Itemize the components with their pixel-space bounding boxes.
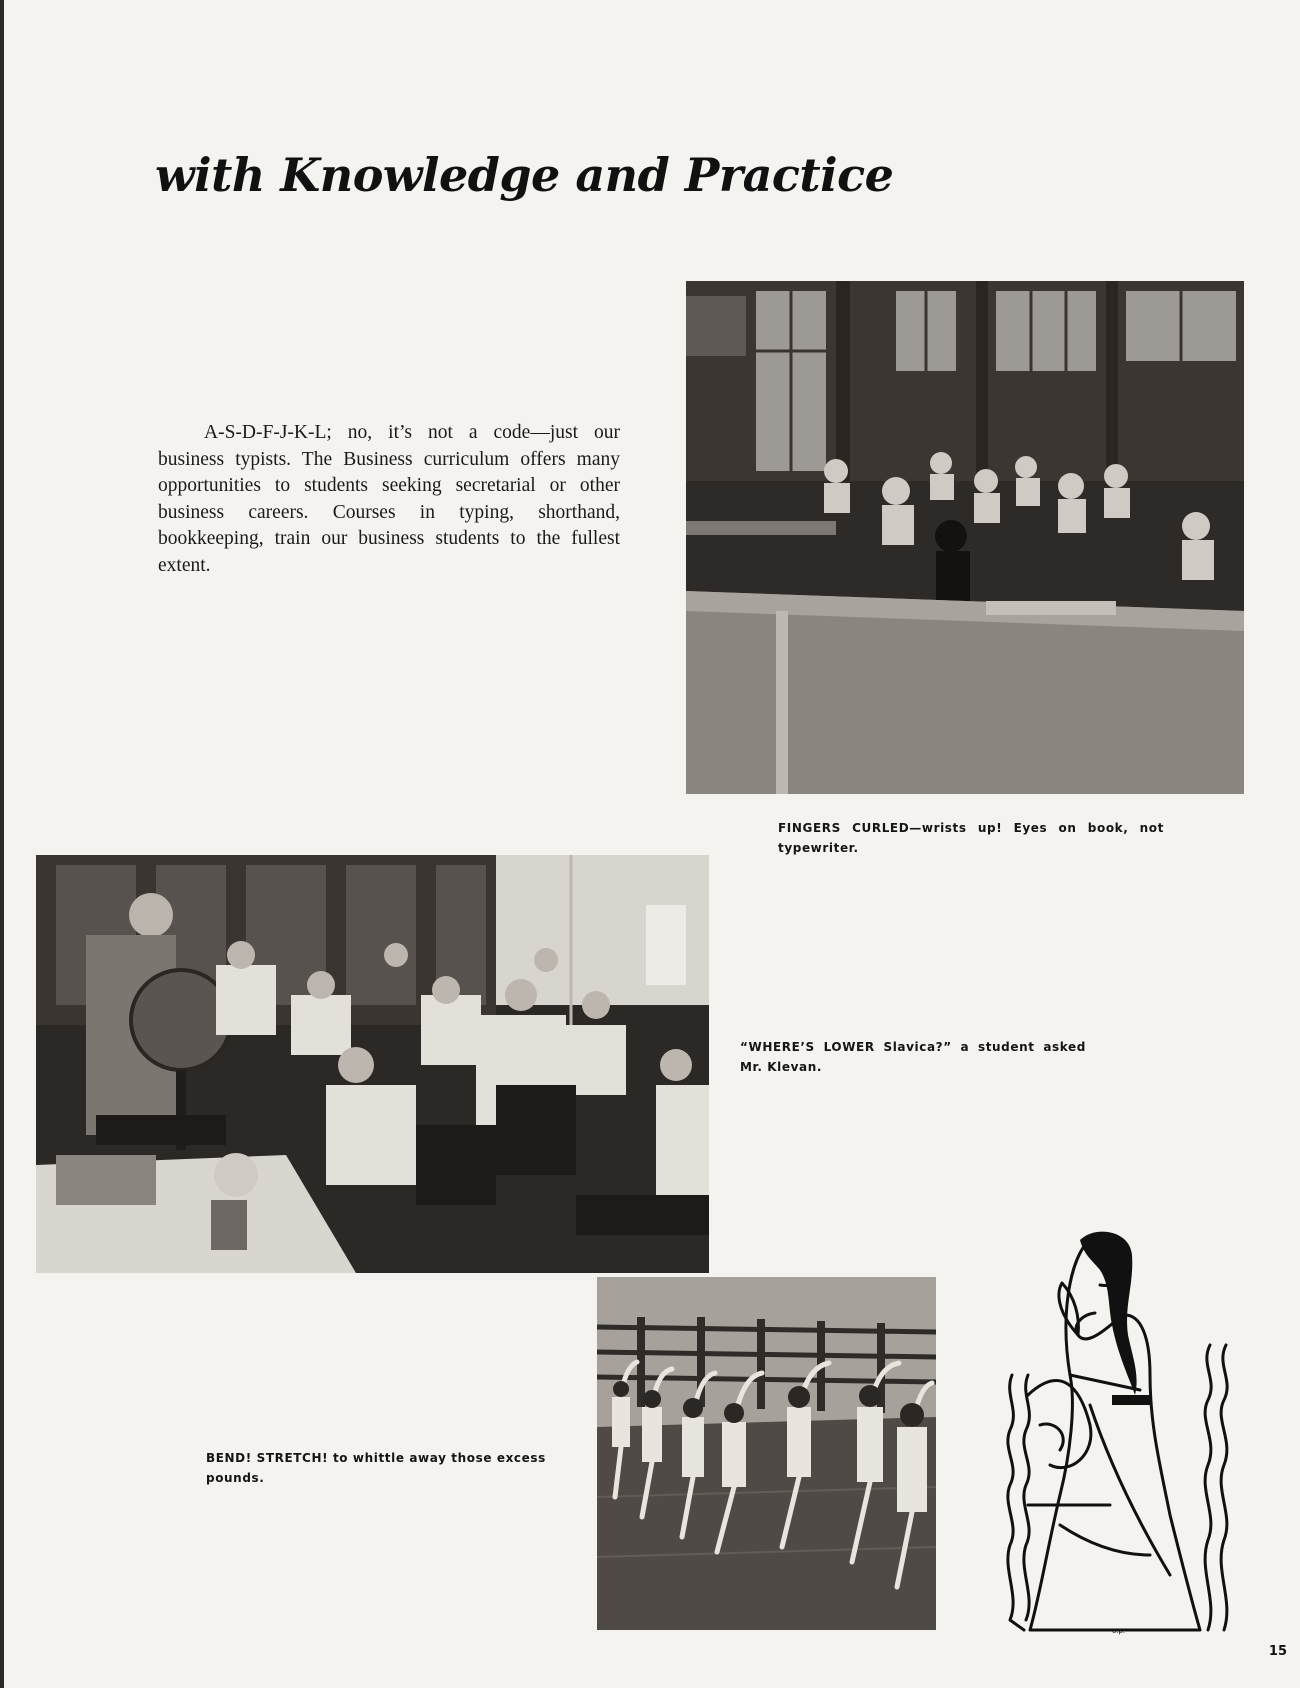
lyre-woman-illustration xyxy=(1000,1225,1240,1645)
geography-class-photo xyxy=(36,855,709,1273)
page-heading: with Knowledge and Practice xyxy=(155,148,894,202)
gym-class-photo xyxy=(597,1277,936,1630)
page-number: 15 xyxy=(1268,1644,1287,1659)
svg-text:o.p.: o.p. xyxy=(1112,1627,1126,1635)
gym-photo-caption: BEND! STRETCH! to whittle away those excess pounds. xyxy=(206,1451,546,1485)
intro-paragraph: A-S-D-F-J-K-L; no, it’s not a code—just our business typists. The Business curriculum offers many opportunities to students seeking secretarial or other business careers. Courses in typing, shorthand, bookkeeping, train our business students to the fullest extent. xyxy=(158,422,620,576)
geography-photo-caption: “WHERE’S LOWER Slavica?” a student asked Mr. Klevan. xyxy=(740,1040,1086,1074)
typing-class-photo xyxy=(686,281,1244,794)
page-edge xyxy=(0,0,4,1688)
typing-photo-caption: FINGERS CURLED—wrists up! Eyes on book, not typewriter. xyxy=(778,821,1164,855)
